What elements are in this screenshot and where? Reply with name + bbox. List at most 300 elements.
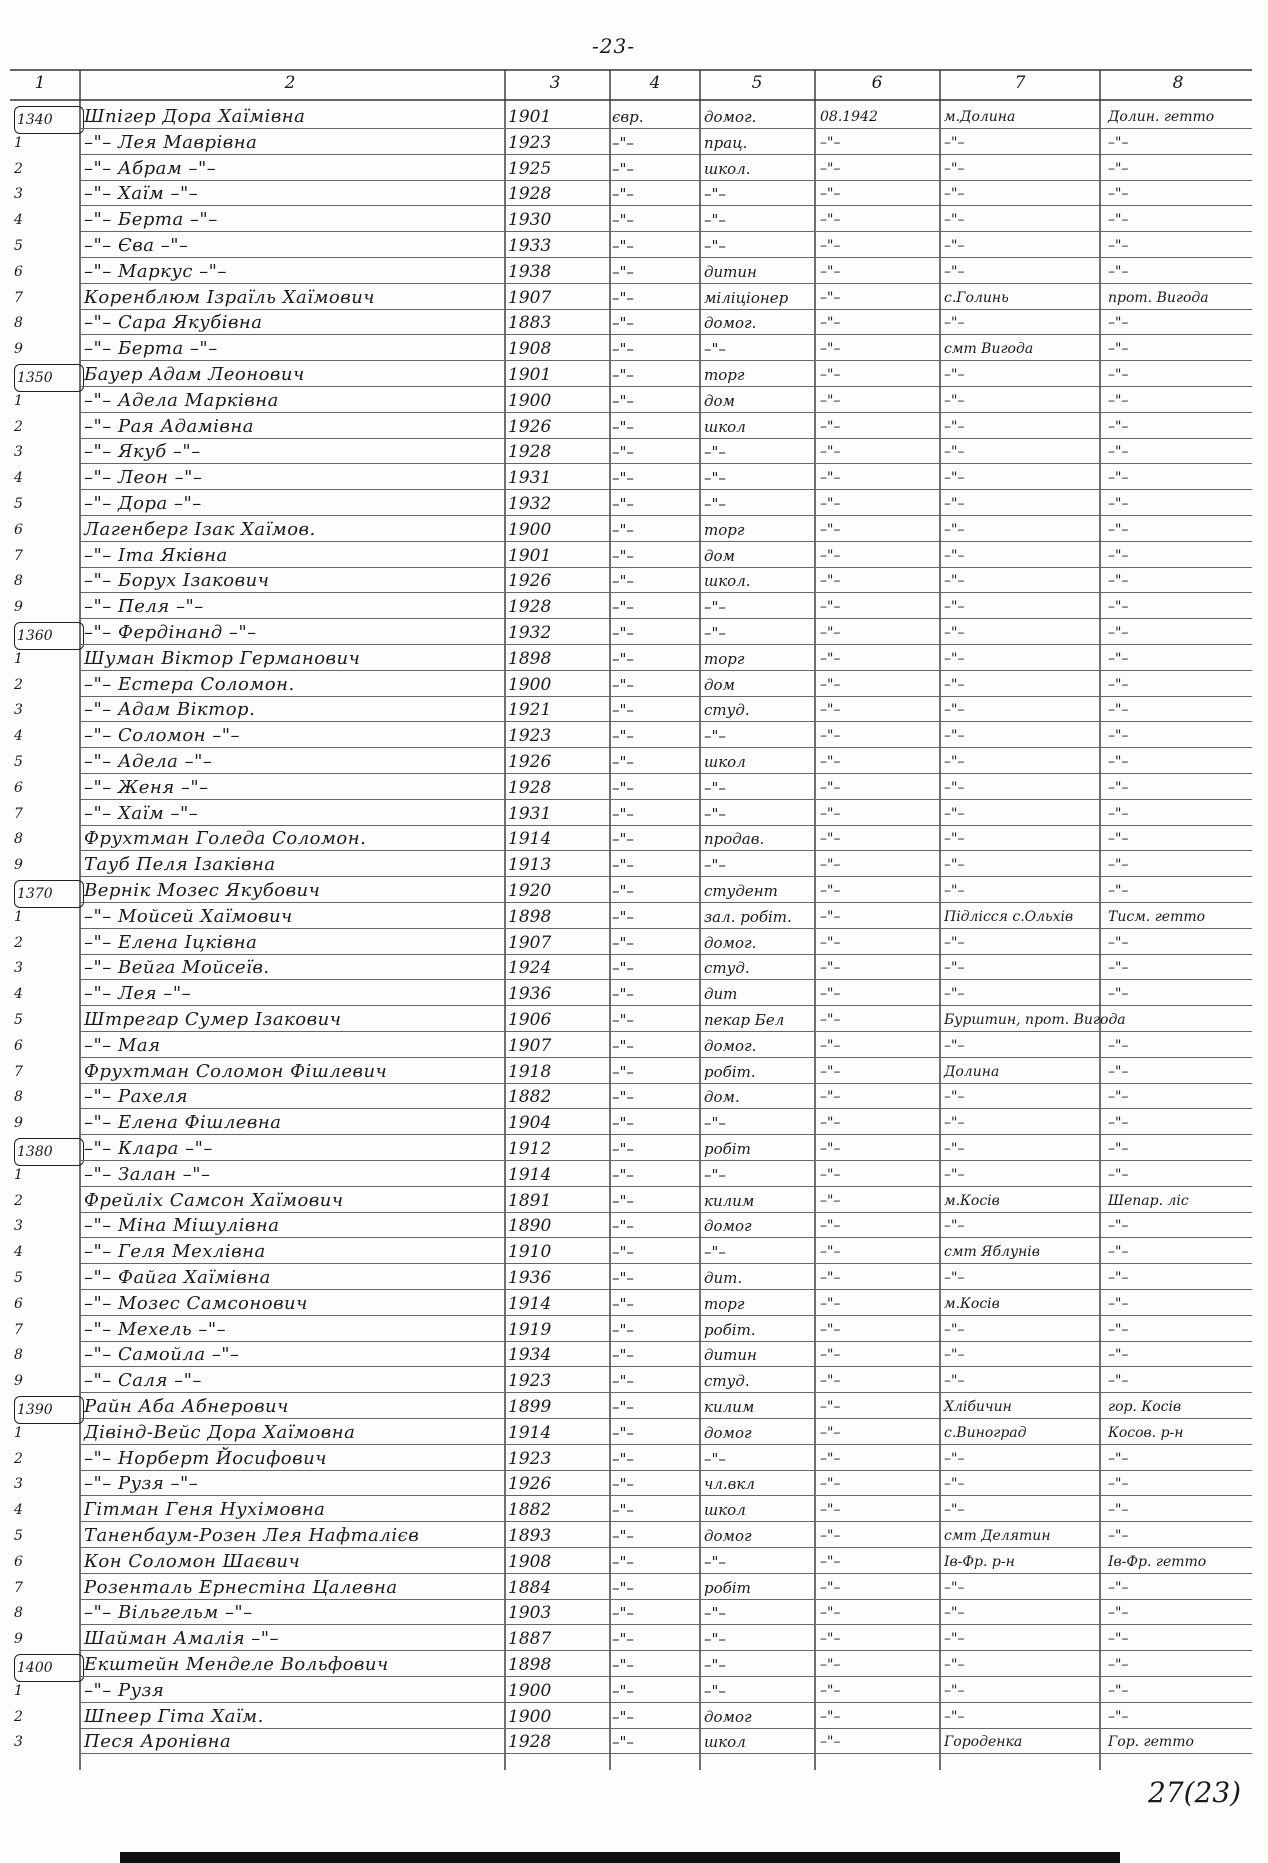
place-cell: Бурштин, прот. Вигода [944,1012,1126,1028]
occupation-cell: робіт [704,1140,751,1158]
place-cell: –"– [944,470,965,487]
row-number-cell: 9 [14,1115,23,1132]
burial-place-cell: –"– [1108,547,1129,564]
place-cell: –"– [944,134,965,151]
page-number: -23- [592,34,635,58]
table-row [0,285,1268,311]
birth-year-cell: 1926 [508,752,552,772]
burial-place-cell: –"– [1108,1373,1129,1390]
row-number-cell: 4 [14,470,23,487]
date-cell: –"– [820,573,841,590]
occupation-cell: домог. [704,933,757,952]
occupation-cell: –"– [704,1604,726,1623]
occupation-cell: студ. [704,701,750,720]
date-cell: –"– [820,1682,841,1699]
full-name-cell: Шуман Віктор Германович [84,647,361,669]
burial-place-cell: –"– [1108,960,1129,977]
nationality-cell: –"– [612,1088,634,1107]
birth-year-cell: 1908 [508,339,552,360]
full-name-cell: –"– Хаїм –"– [84,183,199,205]
table-row [0,388,1268,414]
full-name-cell: –"– Фердінанд –"– [84,622,257,643]
burial-place-cell: –"– [1108,1037,1129,1054]
birth-year-cell: 1904 [508,1113,552,1134]
table-row [0,723,1268,749]
row-number-cell: 5 [14,238,23,254]
date-cell: –"– [820,934,841,951]
birth-year-cell: 1928 [508,777,552,798]
place-cell: –"– [944,779,965,796]
place-cell: –"– [944,960,965,977]
place-cell: –"– [944,1476,965,1493]
nationality-cell: –"– [612,495,634,513]
birth-year-cell: 1925 [508,158,552,179]
full-name-cell: Фрейліх Самсон Хаїмович [84,1189,344,1211]
birth-year-cell: 1898 [508,648,552,669]
full-name-cell: Кон Соломон Шаєвич [84,1550,301,1572]
place-cell: –"– [944,160,965,177]
burial-place-cell: –"– [1108,1708,1129,1725]
nationality-cell: –"– [612,804,634,823]
row-number-cell: 2 [14,1450,23,1467]
row-number-cell: 3 [14,1218,23,1235]
table-row [0,1084,1268,1110]
nationality-cell: –"– [612,1475,634,1494]
date-cell: –"– [820,496,841,512]
date-cell: –"– [820,857,841,874]
row-number-cell: 4 [14,1244,23,1261]
full-name-cell: Райн Аба Абнерович [84,1396,289,1417]
occupation-cell: пекар Бел [704,1011,785,1029]
occupation-cell: дит. [704,1269,743,1287]
nationality-cell: –"– [612,185,634,204]
place-cell: м.Косів [944,1192,1000,1209]
occupation-cell: дом [704,391,735,410]
date-cell: –"– [820,650,841,667]
row-number-cell: 7 [14,547,23,564]
full-name-cell: –"– Міна Мішулівна [84,1215,280,1237]
nationality-cell: –"– [612,1036,634,1055]
row-number-cell: 9 [14,599,23,616]
occupation-cell: робіт. [704,1320,756,1339]
burial-place-cell: –"– [1108,728,1129,745]
occupation-cell: дом [704,675,735,694]
date-cell: –"– [820,1347,841,1364]
row-number-cell: 7 [14,1579,23,1596]
nationality-cell: –"– [612,753,634,771]
birth-year-cell: 1932 [508,623,552,643]
occupation-cell: студ. [704,1372,750,1391]
birth-year-cell: 1914 [508,1422,552,1443]
birth-year-cell: 1914 [508,1293,552,1314]
occupation-cell: –"– [704,1243,726,1262]
burial-place-cell: Косов. р-н [1108,1424,1184,1441]
full-name-cell: –"– Рузя [84,1679,165,1701]
table-row [0,826,1268,852]
occupation-cell: домог. [704,1036,757,1055]
burial-place-cell: –"– [1108,263,1129,280]
row-number-cell: 8 [14,831,23,848]
burial-place-cell: –"– [1108,1579,1129,1596]
birth-year-cell: 1926 [508,416,552,437]
nationality-cell: –"– [612,1320,634,1339]
birth-year-cell: 1936 [508,1268,552,1288]
row-number-cell: 3 [14,1734,23,1751]
burial-place-cell: гор. Косів [1108,1399,1182,1415]
table-row [0,775,1268,801]
place-cell: с.Виноград [944,1424,1027,1441]
full-name-cell: –"– Леон –"– [84,467,203,489]
occupation-cell: прац. [704,133,748,152]
table-row [0,1188,1268,1214]
burial-place-cell: –"– [1108,521,1129,538]
birth-year-cell: 1907 [508,287,552,308]
table-row [0,259,1268,285]
occupation-cell: зал. робіт. [704,907,792,926]
place-cell: м.Долина [944,109,1016,125]
place-cell: –"– [944,186,965,203]
row-number-cell: 1390 [14,1396,84,1424]
place-cell: –"– [944,1141,965,1157]
date-cell: –"– [820,1631,841,1648]
full-name-cell: –"– Елена Фішлевна [84,1112,282,1134]
full-name-cell: –"– Мойсей Хаїмович [84,905,293,927]
row-number-cell: 6 [14,521,23,538]
row-number-cell: 8 [14,1605,23,1622]
birth-year-cell: 1926 [508,571,552,592]
full-name-cell: –"– Елена Іцківна [84,931,258,953]
occupation-cell: –"– [704,185,726,204]
nationality-cell: –"– [612,237,634,255]
place-cell: Підлісся с.Ольхів [944,908,1074,925]
full-name-cell: –"– Файга Хаїмівна [84,1267,271,1288]
date-cell: –"– [820,1450,841,1467]
table-row [0,1446,1268,1472]
nationality-cell: євр. [612,108,644,126]
row-number-cell: 1400 [14,1654,84,1682]
row-number-cell: 4 [14,728,23,745]
table-row [0,1007,1268,1033]
birth-year-cell: 1907 [508,932,552,953]
full-name-cell: –"– Берта –"– [84,338,218,360]
place-cell: смт Делятин [944,1528,1051,1544]
date-cell: –"– [820,289,841,306]
table-row [0,310,1268,336]
date-cell: –"– [820,1115,841,1132]
full-name-cell: Фрухтман Голеда Соломон. [84,828,367,850]
place-cell: –"– [944,212,965,229]
birth-year-cell: 1900 [508,1680,552,1701]
occupation-cell: –"– [704,1114,726,1133]
table-row [0,672,1268,698]
occupation-cell: школ [704,1733,746,1752]
burial-place-cell: Гор. гетто [1108,1734,1194,1751]
date-cell: –"– [820,1502,841,1519]
birth-year-cell: 1931 [508,803,552,824]
row-number-cell: 1350 [14,364,84,392]
row-number-cell: 3 [14,960,23,977]
table-row [0,568,1268,594]
birth-year-cell: 1907 [508,1035,552,1056]
birth-year-cell: 1903 [508,1603,552,1624]
occupation-cell: робіт [704,1578,751,1597]
date-cell: –"– [820,1657,841,1673]
row-number-cell: 7 [14,805,23,822]
birth-year-cell: 1883 [508,313,552,334]
date-cell: –"– [820,779,841,796]
birth-year-cell: 1936 [508,984,552,1005]
occupation-cell: торг [704,520,745,539]
row-number-cell: 2 [14,934,23,951]
table-row [0,1729,1268,1755]
burial-place-cell: –"– [1108,392,1129,409]
row-number-cell: 9 [14,857,23,874]
row-number-cell: 1360 [14,622,84,650]
date-cell: –"– [820,1476,841,1493]
nationality-cell: –"– [612,572,634,591]
row-number-cell: 6 [14,1553,23,1570]
full-name-cell: Шпігер Дора Хаїмівна [84,106,306,127]
burial-place-cell: –"– [1108,1528,1129,1544]
date-cell: –"– [820,160,841,177]
place-cell: –"– [944,1631,965,1648]
row-number-cell: 8 [14,573,23,590]
place-cell: –"– [944,857,965,874]
date-cell: –"– [820,1373,841,1390]
burial-place-cell: –"– [1108,315,1129,332]
burial-place-cell: –"– [1108,1347,1129,1364]
row-number-cell: 7 [14,1321,23,1338]
table-row [0,1110,1268,1136]
place-cell: –"– [944,1270,965,1286]
birth-year-cell: 1898 [508,1655,552,1675]
column-header: 2 [284,73,296,93]
date-cell: –"– [820,212,841,229]
burial-place-cell: –"– [1108,238,1129,254]
full-name-cell: Песя Аронівна [84,1731,232,1753]
occupation-cell: домог. [704,314,757,333]
occupation-cell: –"– [704,727,726,746]
burial-place-cell: –"– [1108,779,1129,796]
place-cell: –"– [944,728,965,745]
full-name-cell: –"– Берта –"– [84,209,218,231]
nationality-cell: –"– [612,778,634,797]
date-cell: –"– [820,728,841,745]
table-row [0,1420,1268,1446]
nationality-cell: –"– [612,701,634,720]
place-cell: –"– [944,754,965,770]
place-cell: –"– [944,1037,965,1054]
date-cell: –"– [820,367,841,383]
place-cell: –"– [944,1347,965,1364]
date-cell: –"– [820,1708,841,1725]
date-cell: –"– [820,1166,841,1183]
date-cell: –"– [820,1605,841,1622]
occupation-cell: продав. [704,830,765,849]
nationality-cell: –"– [612,1527,634,1545]
nationality-cell: –"– [612,1681,634,1700]
occupation-cell: чл.вкл [704,1475,755,1494]
full-name-cell: –"– Маркус –"– [84,260,227,282]
place-cell: –"– [944,367,965,383]
burial-place-cell: –"– [1108,573,1129,590]
birth-year-cell: 1923 [508,1448,552,1469]
burial-place-cell: –"– [1108,341,1129,358]
burial-place-cell: –"– [1108,676,1129,693]
birth-year-cell: 1891 [508,1190,552,1211]
birth-year-cell: 1921 [508,700,552,721]
table-row [0,414,1268,440]
burial-place-cell: –"– [1108,418,1129,435]
nationality-cell: –"– [612,1604,634,1623]
occupation-cell: –"– [704,1681,726,1700]
date-cell: –"– [820,702,841,719]
date-cell: –"– [820,263,841,280]
nationality-cell: –"– [612,1294,634,1313]
place-cell: –"– [944,625,965,641]
place-cell: –"– [944,986,965,1003]
full-name-cell: –"– Адела –"– [84,751,213,772]
table-row [0,1497,1268,1523]
nationality-cell: –"– [612,262,634,281]
birth-year-cell: 1901 [508,365,552,385]
burial-place-cell: –"– [1108,1682,1129,1699]
birth-year-cell: 1923 [508,726,552,747]
row-number-cell: 6 [14,779,23,796]
birth-year-cell: 1938 [508,261,552,282]
full-name-cell: Розенталь Ернестіна Цалевна [84,1576,398,1598]
row-number-cell: 1370 [14,880,84,908]
date-cell: –"– [820,754,841,770]
burial-place-cell: –"– [1108,831,1129,848]
nationality-cell: –"– [612,1140,634,1158]
row-number-cell: 8 [14,315,23,332]
nationality-cell: –"– [612,1449,634,1468]
occupation-cell: –"– [704,495,726,513]
full-name-cell: Тауб Пеля Ізаківна [84,854,276,876]
place-cell: –"– [944,599,965,616]
occupation-cell: –"– [704,1449,726,1468]
occupation-cell: –"– [704,469,726,488]
occupation-cell: школ [704,1501,746,1520]
birth-year-cell: 1900 [508,519,552,540]
table-row [0,1678,1268,1704]
occupation-cell: дом [704,546,735,565]
birth-year-cell: 1893 [508,1526,552,1546]
full-name-cell: –"– Лея Маврівна [84,131,258,153]
place-cell: м.Косів [944,1295,1000,1312]
occupation-cell: –"– [704,237,726,255]
row-number-cell: 4 [14,1502,23,1519]
place-cell: –"– [944,1682,965,1699]
row-number-cell: 3 [14,1476,23,1493]
occupation-cell: –"– [704,211,726,230]
row-number-cell: 6 [14,1037,23,1054]
occupation-cell: торг [704,1294,745,1313]
table-row [0,697,1268,723]
burial-place-cell: –"– [1108,1089,1129,1106]
place-cell: –"– [944,805,965,822]
burial-place-cell: –"– [1108,702,1129,719]
occupation-cell: домог [704,1707,752,1726]
place-cell: –"– [944,883,965,899]
place-cell: –"– [944,1373,965,1390]
row-number-cell: 9 [14,1631,23,1648]
table-row [0,1704,1268,1730]
full-name-cell: Лагенберг Ізак Хаїмов. [84,518,316,540]
occupation-cell: робіт. [704,1062,756,1081]
full-name-cell: Штрегар Сумер Ізакович [84,1009,342,1030]
table-row [0,233,1268,259]
burial-place-cell: –"– [1108,1605,1129,1622]
birth-year-cell: 1900 [508,674,552,695]
burial-place-cell: –"– [1108,496,1129,512]
occupation-cell: –"– [704,778,726,797]
occupation-cell: –"– [704,598,726,617]
table-row [0,1626,1268,1652]
birth-year-cell: 1887 [508,1629,552,1650]
burial-place-cell: –"– [1108,1321,1129,1338]
nationality-cell: –"– [612,443,634,462]
row-number-cell: 1 [14,1682,23,1699]
place-cell: –"– [944,1115,965,1132]
occupation-cell: –"– [704,804,726,823]
occupation-cell: домог [704,1423,752,1442]
nationality-cell: –"– [612,314,634,333]
table-row [0,1265,1268,1291]
full-name-cell: Шайман Амалія –"– [84,1628,280,1650]
birth-year-cell: 1928 [508,597,552,618]
date-cell: 08.1942 [820,109,878,125]
full-name-cell: Коренблюм Ізраїль Хаїмович [84,286,375,308]
row-number-cell: 1 [14,650,23,667]
table-row [0,181,1268,207]
table-row [0,1368,1268,1394]
birth-year-cell: 1930 [508,210,552,231]
row-number-cell: 5 [14,1528,23,1544]
place-cell: –"– [944,418,965,435]
burial-place-cell: –"– [1108,1244,1129,1261]
place-cell: –"– [944,1657,965,1673]
birth-year-cell: 1898 [508,906,552,927]
place-cell: Долина [944,1063,1000,1080]
date-cell: –"– [820,831,841,848]
burial-place-cell: –"– [1108,134,1129,151]
birth-year-cell: 1928 [508,184,552,205]
birth-year-cell: 1882 [508,1500,552,1521]
occupation-cell: домог. [704,108,757,126]
table-row [0,1239,1268,1265]
place-cell: –"– [944,521,965,538]
burial-place-cell: –"– [1108,1063,1129,1080]
nationality-cell: –"– [612,391,634,410]
birth-year-cell: 1890 [508,1216,552,1237]
scan-edge-bar [120,1852,1120,1863]
place-cell: –"– [944,1502,965,1519]
date-cell: –"– [820,315,841,332]
nationality-cell: –"– [612,1578,634,1597]
date-cell: –"– [820,1399,841,1415]
table-row [0,1342,1268,1368]
table-row [0,517,1268,543]
row-number-cell: 1 [14,908,23,925]
nationality-cell: –"– [612,1011,634,1029]
nationality-cell: –"– [612,1217,634,1236]
nationality-cell: –"– [612,288,634,307]
burial-place-cell: –"– [1108,1218,1129,1235]
table-row [0,1575,1268,1601]
place-cell: –"– [944,1579,965,1596]
